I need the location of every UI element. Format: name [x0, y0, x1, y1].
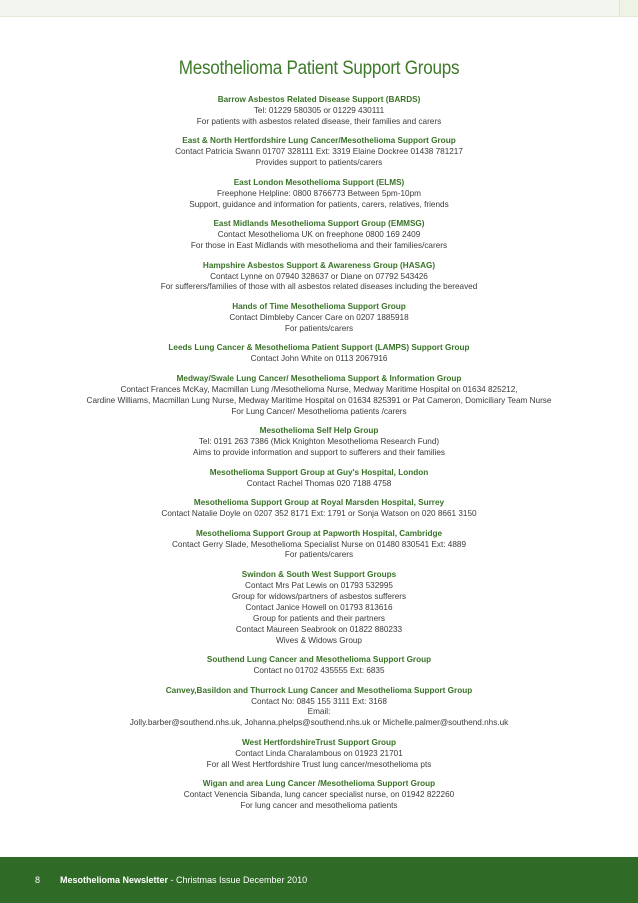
support-group-detail: Aims to provide information and support to sufferers and their families — [193, 448, 445, 458]
support-group-detail: For Lung Cancer/ Mesothelioma patients /carers — [231, 406, 407, 416]
support-group-name: Hampshire Asbestos Support & Awareness Group (HASAG) — [202, 260, 436, 270]
support-group — [0, 686, 638, 730]
support-group-name: Swindon & South West Support Groups — [241, 570, 397, 580]
support-group — [0, 136, 638, 169]
support-group — [0, 570, 638, 646]
support-group-detail: Freephone Helpline: 0800 8766773 Between 5pm-10pm — [217, 188, 421, 198]
support-group-detail: For patients with asbestos related disease, their families and carers — [196, 116, 442, 126]
support-group — [0, 374, 638, 418]
support-group — [0, 498, 638, 520]
support-group-detail: Contact Janice Howell on 01793 813616 — [245, 602, 393, 612]
support-groups-list — [0, 95, 638, 821]
support-group-name: Leeds Lung Cancer & Mesothelioma Patient Support (LAMPS) Support Group — [168, 343, 470, 353]
support-group-detail: Contact Dimbleby Cancer Care on 0207 1885918 — [229, 312, 409, 322]
support-group-name: Canvey,Basildon and Thurrock Lung Cancer and Mesothelioma Support Group — [165, 685, 473, 695]
support-group-name: Mesothelioma Support Group at Papworth Hospital, Cambridge — [195, 528, 443, 538]
support-group-detail: For those in East Midlands with mesothelioma and their families/carers — [190, 241, 448, 251]
support-group-detail: Contact Mrs Pat Lewis on 01793 532995 — [245, 580, 393, 590]
top-corner-tab — [619, 0, 638, 16]
support-group-name: West HertfordshireTrust Support Group — [241, 737, 397, 747]
support-group — [0, 302, 638, 335]
support-group-detail: Tel: 01229 580305 or 01229 430111 — [253, 105, 385, 115]
support-group-detail: Contact Rachel Thomas 020 7188 4758 — [246, 478, 392, 488]
support-group-detail: For sufferers/families of those with all asbestos related diseases including the bereaved — [160, 282, 478, 292]
support-group — [0, 468, 638, 490]
support-group — [0, 655, 638, 677]
support-group-name: Mesothelioma Self Help Group — [259, 426, 379, 436]
support-group-detail: Contact Frances McKay, Macmillan Lung /Mesothelioma Nurse, Medway Maritime Hospital on 01634 825212, — [120, 384, 518, 394]
support-group-name: East Midlands Mesothelioma Support Group (EMMSG) — [213, 219, 425, 229]
support-group-name: Barrow Asbestos Related Disease Support (BARDS) — [217, 95, 421, 104]
support-group-detail: Provides support to patients/carers — [255, 158, 383, 168]
support-group — [0, 738, 638, 771]
support-group-detail: Contact Maureen Seabrook on 01822 880233 — [235, 624, 403, 634]
page-number: 8 — [35, 875, 41, 885]
support-group — [0, 426, 638, 459]
support-group-detail: For all West Hertfordshire Trust lung cancer/mesothelioma pts — [206, 759, 432, 769]
support-group-detail: Wives & Widows Group — [276, 635, 362, 645]
support-group — [0, 343, 638, 365]
support-group-detail: Contact John White on 0113 2067916 — [250, 354, 388, 364]
page-title: Mesothelioma Patient Support Groups — [178, 58, 460, 79]
support-group-detail: For patients/carers — [284, 550, 354, 560]
support-group-detail: Email: — [307, 707, 331, 717]
support-group-name: East London Mesothelioma Support (ELMS) — [233, 177, 405, 187]
support-group — [0, 219, 638, 252]
support-group-detail: Contact Patricia Swann 01707 328111 Ext: 3319 Elaine Dockree 01438 781217 — [175, 147, 463, 157]
support-group-name: Medway/Swale Lung Cancer/ Mesothelioma Support & Information Group — [176, 373, 462, 383]
publication-name: Mesothelioma Newsletter — [60, 875, 169, 885]
publication-info — [60, 875, 307, 885]
support-group-detail: For lung cancer and mesothelioma patients — [240, 801, 398, 811]
support-group-name: Southend Lung Cancer and Mesothelioma Support Group — [206, 655, 432, 665]
support-group-name: East & North Hertfordshire Lung Cancer/Mesothelioma Support Group — [182, 136, 456, 146]
support-group-detail: Contact Lynne on 07940 328637 or Diane on 07792 543426 — [210, 271, 428, 281]
support-group-name: Wigan and area Lung Cancer /Mesothelioma Support Group — [202, 779, 436, 789]
support-group-name: Mesothelioma Support Group at Royal Marsden Hospital, Surrey — [193, 498, 445, 508]
page-footer — [0, 857, 638, 903]
support-group-detail: Contact Venencia Sibanda, lung cancer specialist nurse, on 01942 822260 — [183, 790, 455, 800]
support-group-detail: Contact Natalie Doyle on 0207 352 8171 Ext: 1791 or Sonja Watson on 020 8661 3150 — [161, 509, 477, 519]
support-group-detail: Contact no 01702 435555 Ext: 6835 — [253, 666, 385, 675]
support-group-detail: Contact Gerry Slade, Mesothelioma Specialist Nurse on 01480 830541 Ext: 4889 — [171, 539, 466, 549]
support-group — [0, 529, 638, 562]
support-group-detail: Group for widows/partners of asbestos sufferers — [231, 591, 407, 601]
support-group — [0, 95, 638, 128]
support-group — [0, 178, 638, 211]
support-group-detail: Cardine Williams, Macmillan Lung Nurse, Medway Maritime Hospital on 01634 825391 or Pat Cameron, Domiciliary Team Nurse — [86, 395, 552, 405]
support-group-detail: For patients/carers — [284, 323, 354, 333]
support-group-detail: Contact Linda Charalambous on 01923 21701 — [235, 748, 403, 758]
support-group-detail: Support, guidance and information for patients, carers, relatives, friends — [189, 199, 449, 209]
support-group-detail: Contact Mesothelioma UK on freephone 0800 169 2409 — [217, 230, 421, 240]
top-decorative-strip — [0, 0, 638, 17]
issue-label: - Christmas Issue December 2010 — [168, 875, 308, 885]
support-group — [0, 261, 638, 294]
support-group-detail: Group for patients and their partners — [253, 613, 385, 623]
support-group-name: Hands of Time Mesothelioma Support Group — [232, 302, 406, 312]
support-group-detail: Tel: 0191 263 7386 (Mick Knighton Mesothelioma Research Fund) — [198, 437, 440, 447]
support-group-detail: Contact No: 0845 155 3111 Ext: 3168 — [251, 696, 387, 706]
support-group-name: Mesothelioma Support Group at Guy's Hospital, London — [209, 467, 429, 477]
support-group — [0, 779, 638, 812]
support-group-detail: Jolly.barber@southend.nhs.uk, Johanna.phelps@southend.nhs.uk or Michelle.palmer@southend.nhs.uk — [129, 718, 509, 728]
